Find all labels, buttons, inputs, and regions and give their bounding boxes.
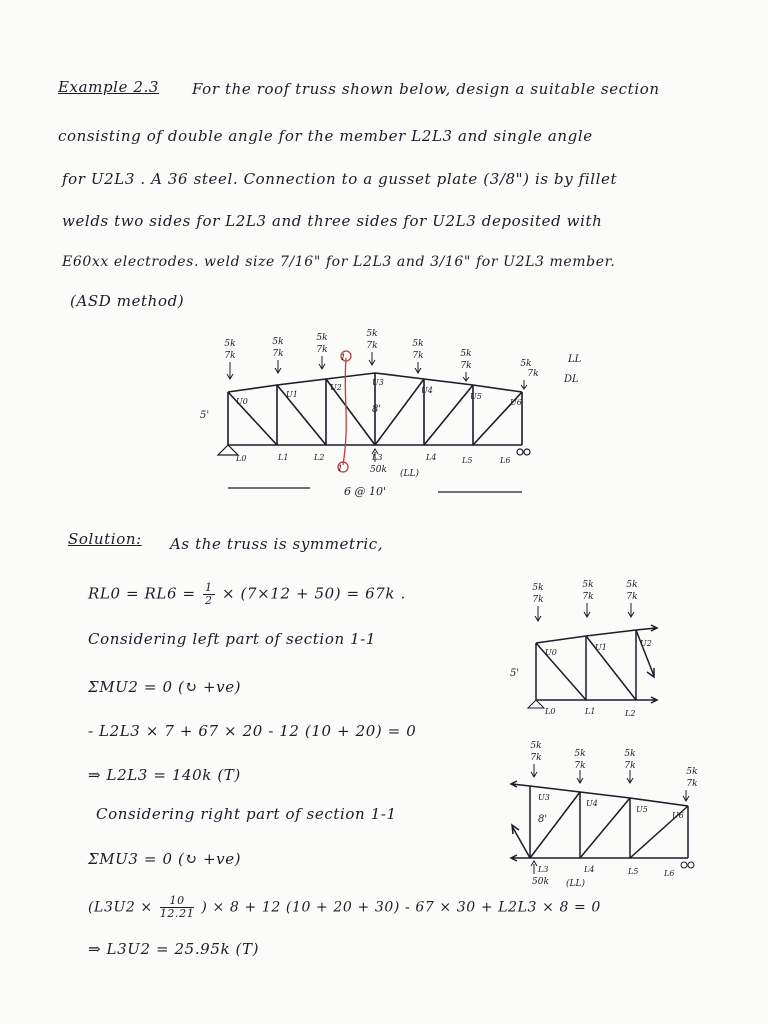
fbd-left-ll-1: 5k [532, 583, 544, 593]
right-eq-suffix: ) × 8 + 12 (10 + 20 + 30) - 67 × 30 + L2L3 × 8 = 0 [201, 899, 601, 916]
fbd-left-dl-3: 7k [626, 592, 638, 602]
node-U4: U4 [421, 386, 433, 395]
right-eq-frac-num: 10 [160, 895, 195, 908]
right-eq-prefix: (L3U2 × [88, 899, 153, 916]
right-moment-condition: ΣMU3 = 0 (↻ +ve) [88, 850, 242, 868]
load-ll-u2: 5k [316, 333, 328, 343]
load-dl-u2: 7k [316, 345, 328, 355]
load-ll-u6: 5k [520, 359, 532, 369]
fbd-right-node-U5: U5 [636, 805, 648, 814]
load-ll-u3: 5k [366, 329, 378, 339]
fbd-left-node-L1: L1 [585, 707, 596, 716]
problem-line-2: consisting of double angle for the member L2L3 and single angle [58, 127, 593, 145]
load-dl-u1: 7k [272, 349, 284, 359]
fbd-left-node-L2: L2 [625, 709, 636, 718]
fbd-left-ll-3: 5k [626, 580, 638, 590]
fbd-right-ll-2: 5k [574, 749, 586, 759]
legend-ll: LL [568, 354, 582, 365]
legend-dl: DL [564, 374, 579, 385]
fbd-left-node-L0: L0 [545, 707, 556, 716]
fbd-right-node-L6: L6 [664, 869, 675, 878]
problem-line-1: For the roof truss shown below, design a suitable section [192, 80, 660, 98]
load-dl-u5: 7k [460, 361, 472, 371]
left-part-heading: Considering left part of section 1-1 [88, 630, 377, 648]
section-label-bottom: 1 [337, 464, 343, 473]
fbd-right-ll-1: 5k [530, 741, 542, 751]
right-part-heading: Considering right part of section 1-1 [96, 805, 397, 823]
fbd-left-height: 5' [510, 668, 520, 679]
reaction-rhs: × (7×12 + 50) = 67k . [222, 584, 406, 603]
fbd-left-node-U1: U1 [595, 643, 607, 652]
solution-intro: As the truss is symmetric, [170, 535, 384, 553]
node-U5: U5 [470, 392, 482, 401]
right-eq-frac-den: 12.21 [159, 907, 195, 920]
fbd-right-node-L4: L4 [584, 865, 595, 874]
problem-line-3: for U2L3 . A 36 steel. Connection to a gusset plate (3/8") is by fillet [62, 170, 618, 188]
right-result: ⇒ L3U2 = 25.95k (T) [88, 940, 260, 958]
problem-line-6: (ASD method) [70, 292, 185, 310]
height-end-label: 5' [200, 410, 210, 421]
fbd-right-dl-4: 7k [686, 779, 698, 789]
fbd-right-height: 8' [538, 814, 548, 825]
fbd-right-dl-3: 7k [624, 761, 636, 771]
load-dl-u0: 7k [224, 351, 236, 361]
node-U3: U3 [372, 378, 384, 387]
fbd-left-node-U0: U0 [545, 648, 557, 657]
node-L5: L5 [462, 456, 473, 465]
load-dl-u4: 7k [412, 351, 424, 361]
node-L4: L4 [426, 453, 437, 462]
load-ll-u0: 5k [224, 339, 236, 349]
span-label: 6 @ 10' [344, 485, 387, 498]
fbd-right-node-U6: U6 [672, 811, 684, 820]
node-U6: U6 [510, 398, 522, 407]
problem-line-4: welds two sides for L2L3 and three sides for U2L3 deposited with [62, 212, 603, 230]
load-dl-u3: 7k [366, 341, 378, 351]
fbd-left-dl-1: 7k [532, 595, 544, 605]
fbd-right-node-U3: U3 [538, 793, 550, 802]
fbd-left-dl-2: 7k [582, 592, 594, 602]
height-mid-label: 8' [372, 404, 382, 415]
point-load-label: 50k [370, 465, 387, 475]
load-ll-u5: 5k [460, 349, 472, 359]
node-U0: U0 [236, 397, 248, 406]
fbd-right-point-load-type: (LL) [566, 879, 585, 889]
load-ll-u4: 5k [412, 339, 424, 349]
fbd-left-ll-2: 5k [582, 580, 594, 590]
load-ll-u1: 5k [272, 337, 284, 347]
fbd-right-ll-3: 5k [624, 749, 636, 759]
fbd-left-node-U2: U2 [640, 639, 652, 648]
node-L1: L1 [278, 453, 289, 462]
left-moment-condition: ΣMU2 = 0 (↻ +ve) [88, 678, 242, 696]
fbd-right-dl-2: 7k [574, 761, 586, 771]
fbd-right-dl-1: 7k [530, 753, 542, 763]
problem-line-5: E60xx electrodes. weld size 7/16" for L2L3 and 3/16" for U2L3 member. [62, 254, 616, 270]
node-L3: L3 [372, 453, 383, 462]
load-dl-u6: 7k [527, 369, 539, 379]
node-L2: L2 [314, 453, 325, 462]
solution-label: Solution: [68, 530, 142, 548]
left-moment-equation: - L2L3 × 7 + 67 × 20 - 12 (10 + 20) = 0 [88, 722, 417, 740]
fbd-right-ll-4: 5k [686, 767, 698, 777]
reaction-half-den: 2 [205, 594, 213, 607]
fbd-right-node-L3: L3 [538, 865, 549, 874]
node-L0: L0 [236, 454, 247, 463]
section-label-top: 1 [340, 353, 346, 362]
node-U1: U1 [286, 390, 298, 399]
example-heading: Example 2.3 [58, 78, 160, 96]
node-U2: U2 [330, 383, 342, 392]
point-load-type: (LL) [400, 469, 419, 479]
fbd-right-point-load: 50k [532, 877, 549, 887]
reaction-half-num: 1 [205, 581, 213, 594]
left-result: ⇒ L2L3 = 140k (T) [88, 766, 241, 784]
fbd-right-node-U4: U4 [586, 799, 598, 808]
fbd-right-node-L5: L5 [628, 867, 639, 876]
node-L6: L6 [500, 456, 511, 465]
reaction-lhs: RL0 = RL6 = [88, 584, 196, 603]
